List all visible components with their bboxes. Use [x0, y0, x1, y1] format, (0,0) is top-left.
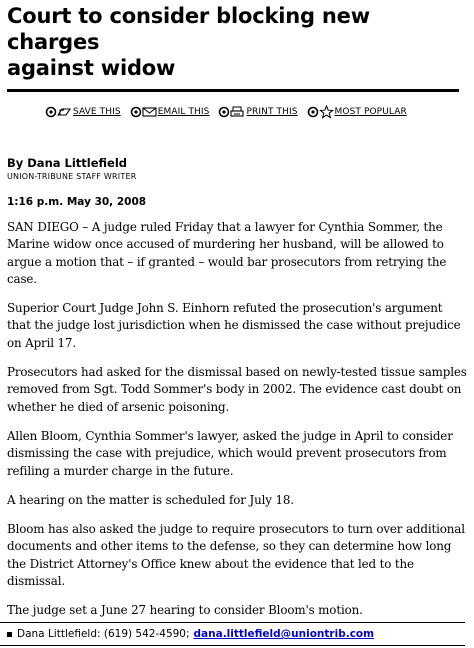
headline-line-2: against widow [7, 56, 176, 80]
most-popular-label: MOST POPULAR [334, 107, 407, 117]
article-body [7, 219, 467, 620]
star-icon [307, 105, 335, 119]
bottom-divider [0, 645, 465, 646]
most-popular-link[interactable] [307, 105, 407, 119]
headline-line-1: Court to consider blocking new charges [7, 4, 370, 54]
paragraph: Allen Bloom, Cynthia Sommer's lawyer, asked the judge in April to consider dismissing the case with prejudice, which would prevent prosecutors from refiling a murder charge in the future. [7, 428, 453, 478]
paragraph: Superior Court Judge John S. Einhorn refuted the prosecution's argument that the judge lost jurisdiction when he dismissed the case without prejudice on April 17. [7, 301, 461, 350]
headline [7, 0, 467, 81]
print-this-link[interactable] [218, 105, 297, 119]
save-icon [45, 105, 73, 119]
paragraph: A hearing on the matter is scheduled for July 18. [7, 492, 294, 507]
paragraph: SAN DIEGO – A judge ruled Friday that a lawyer for Cynthia Sommer, the Marine widow once accused of murdering her husband, will be allowed to argue a motion that – if granted – would bar prosecutors from retrying the case. [7, 220, 447, 286]
article [7, 0, 467, 632]
save-this-label: SAVE THIS [73, 107, 121, 117]
paragraph: Bloom has also asked the judge to require prosecutors to turn over additional documents and other items to the defense, so they can determine how long the District Attorney's Office knew about the evidence that led to the dismissal. [7, 522, 465, 589]
email-this-label: EMAIL THIS [157, 107, 210, 117]
bullet-icon [7, 632, 12, 637]
author-email-link[interactable]: dana.littlefield@uniontrib.com [193, 628, 375, 640]
headline-divider [7, 89, 459, 92]
timestamp: 1:16 p.m. May 30, 2008 [7, 196, 147, 208]
paragraph: Prosecutors had asked for the dismissal based on newly-tested tissue samples removed from Sgt. Todd Sommer's body in 2002. The evidence cast doubt on whether he died of arsenic poisoning. [7, 365, 467, 414]
email-this-link[interactable] [130, 105, 210, 119]
article-toolbar [7, 105, 467, 119]
email-icon [130, 105, 158, 119]
paragraph: The judge set a June 27 hearing to consider Bloom's motion. [7, 603, 363, 618]
contact-text: Dana Littlefield: (619) 542-4590; [17, 628, 190, 640]
byline: By Dana Littlefield [7, 156, 128, 170]
author-contact [7, 628, 374, 640]
print-this-label: PRINT THIS [246, 107, 298, 117]
save-this-link[interactable] [45, 105, 121, 119]
author-title: UNION-TRIBUNE STAFF WRITER [7, 172, 137, 181]
contact-divider [0, 622, 465, 623]
printer-icon [218, 105, 246, 119]
